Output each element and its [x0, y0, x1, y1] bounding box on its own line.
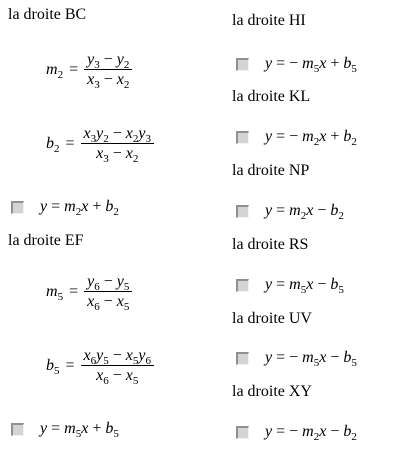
intercept-fraction: $\frac{x_6y_5 - x_5y_6}{x_6 - x_5}$ — [81, 346, 154, 385]
answer-checkbox[interactable] — [236, 279, 249, 292]
answer-checkbox[interactable] — [236, 58, 249, 71]
slope-equation-m5: $m_5$ = $\frac{y_6 - y_5}{x_6 - x_5}$ — [46, 272, 132, 311]
answer-option-np[interactable] — [236, 202, 344, 220]
slope-fraction: $\frac{y_3 - y_2}{x_3 - x_2}$ — [84, 50, 132, 89]
answer-option-hi[interactable] — [236, 55, 357, 73]
intercept-fraction: $\frac{x_3y_2 - x_2y_3}{x_3 - x_2}$ — [81, 124, 154, 163]
answer-checkbox[interactable] — [236, 352, 249, 365]
section-title-hi: la droite HI — [232, 12, 306, 29]
section-title-uv: la droite UV — [232, 310, 312, 327]
section-title-xy: la droite XY — [232, 383, 312, 400]
answer-checkbox[interactable] — [11, 201, 24, 214]
section-title-ef: la droite EF — [8, 232, 84, 249]
section-title-bc: la droite BC — [8, 6, 87, 23]
answer-formula: $y = m_2x - b_2$ — [265, 202, 344, 222]
answer-formula: $y = m_2x + b_2$ — [40, 198, 119, 218]
answer-checkbox[interactable] — [11, 423, 24, 436]
answer-checkbox[interactable] — [236, 426, 249, 439]
answer-option-ef[interactable] — [11, 420, 119, 438]
slope-equation-m2: $m_2$ = $\frac{y_3 - y_2}{x_3 - x_2}$ — [46, 50, 132, 89]
answer-checkbox[interactable] — [236, 131, 249, 144]
answer-option-rs[interactable] — [236, 276, 344, 294]
intercept-equation-b5: $b_5$ = $\frac{x_6y_5 - x_5y_6}{x_6 - x_5}$ — [46, 346, 154, 385]
slope-fraction: $\frac{y_6 - y_5}{x_6 - x_5}$ — [84, 272, 132, 311]
answer-formula: y = − $m_2x - b_2$ — [265, 423, 357, 443]
section-title-kl: la droite KL — [232, 88, 311, 105]
answer-formula: y = − $m_2x + b_2$ — [265, 128, 357, 148]
section-title-np: la droite NP — [232, 162, 310, 179]
answer-formula: $y = m_5x - b_5$ — [265, 276, 344, 296]
answer-option-uv[interactable] — [236, 349, 357, 367]
answer-formula: y = − $m_5x + b_5$ — [265, 55, 357, 75]
answer-option-xy[interactable] — [236, 423, 357, 441]
answer-option-bc[interactable] — [11, 198, 119, 216]
answer-option-kl[interactable] — [236, 128, 357, 146]
answer-checkbox[interactable] — [236, 205, 249, 218]
intercept-equation-b2: $b_2$ = $\frac{x_3y_2 - x_2y_3}{x_3 - x_2}$ — [46, 124, 154, 163]
section-title-rs: la droite RS — [232, 236, 309, 253]
answer-formula: $y = m_5x + b_5$ — [40, 420, 119, 440]
answer-formula: y = − $m_5x - b_5$ — [265, 349, 357, 369]
